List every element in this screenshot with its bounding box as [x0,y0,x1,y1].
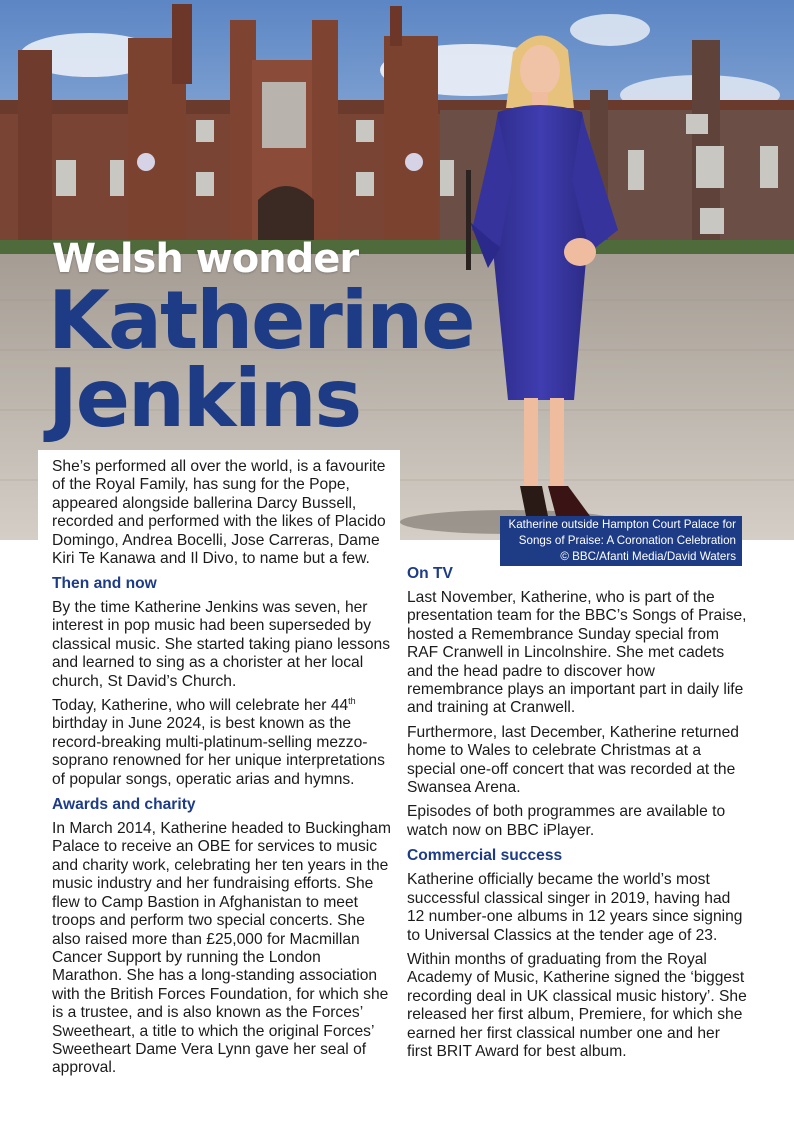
right-column [407,564,749,1067]
section-heading-on-tv: On TV [407,565,453,582]
article-kicker: Welsh wonder [52,236,359,282]
then-and-now-paragraph-1: By the time Katherine Jenkins was seven, her interest in pop music had been superseded by classical music. She started taking piano lessons and learned to sing as a chorister at her local church, St David’s Church. [52,599,391,690]
photo-caption [500,516,742,566]
section-heading-commercial: Commercial success [407,847,563,865]
article-headline [48,274,474,445]
p2-start: Today, Katherine, who will celebrate her 44 [52,697,349,715]
commercial-paragraph-1: Katherine officially became the world’s most successful classical singer in 2019, having had 12 number-one albums in 12 years since signing to Universal Classics at the tender age of 23. [407,871,743,944]
left-column [52,574,394,1084]
headline-line-2: Jenkins [48,352,361,445]
on-tv-paragraph-2: Furthermore, last December, Katherine returned home to Wales to celebrate Christmas at a special one-off concert that was recorded at the Swansea Arena. [407,723,739,797]
p2-end: birthday in June 2024, is best known as the record-breaking multi-platinum-selling mezzo-soprano renowned for her unique interpretations of popular songs, operatic arias and hymns. [52,715,385,788]
commercial-paragraph-2: Within months of graduating from the Royal Academy of Music, Katherine signed the ‘biggest recording deal in UK classical music history’. She released her first album, Premiere, for which she earned her first classical number one and her first BRIT Award for best album. [407,950,747,1060]
section-heading-then-and-now: Then and now [52,575,157,592]
ordinal-suffix: th [348,696,356,707]
intro-paragraph: She’s performed all over the world, is a favourite of the Royal Family, has sung for the Pope, appeared alongside ballerina Darcy Bussell, recorded and performed with the likes of Placido Domingo, Andrea Bocelli, Jose Carreras, Dame Kiri Te Kanawa and Il Divo, to name but a few. [52,458,386,568]
awards-paragraph: In March 2014, Katherine headed to Buckingham Palace to receive an OBE for services to music and charity work, celebrating her ten years in the music industry and her fundraising efforts. She flew to Camp Bastion in Afghanistan to meet troops and perform two special concerts. She also raised more than £25,000 for Macmillan Cancer Support by running the London Marathon. She has a long-standing association with the British Forces Foundation, for which she is a trustee, and is also known as the Forces’ Sweetheart, a title to which the original Forces’ Sweetheart Dame Vera Lynn gave her seal of approval. [52,820,391,1077]
caption-line-2: Songs of Praise: A Coronation Celebration [518,534,736,547]
then-and-now-paragraph-2 [52,697,394,789]
headline-line-1: Katherine [48,274,474,367]
section-heading-awards: Awards and charity [52,796,196,814]
on-tv-paragraph-1: Last November, Katherine, who is part of the presentation team for the BBC’s Songs of Praise, hosted a Remembrance Sunday special from RAF Cranwell in Lincolnshire. She met cadets and the head padre to discover how remembrance plays an important part in daily life and training at Cranwell. [407,589,747,717]
caption-line-1: Katherine outside Hampton Court Palace for [508,518,736,531]
on-tv-paragraph-3: Episodes of both programmes are available to watch now on BBC iPlayer. [407,803,726,839]
caption-credit: © BBC/Afanti Media/David Waters [560,550,736,563]
